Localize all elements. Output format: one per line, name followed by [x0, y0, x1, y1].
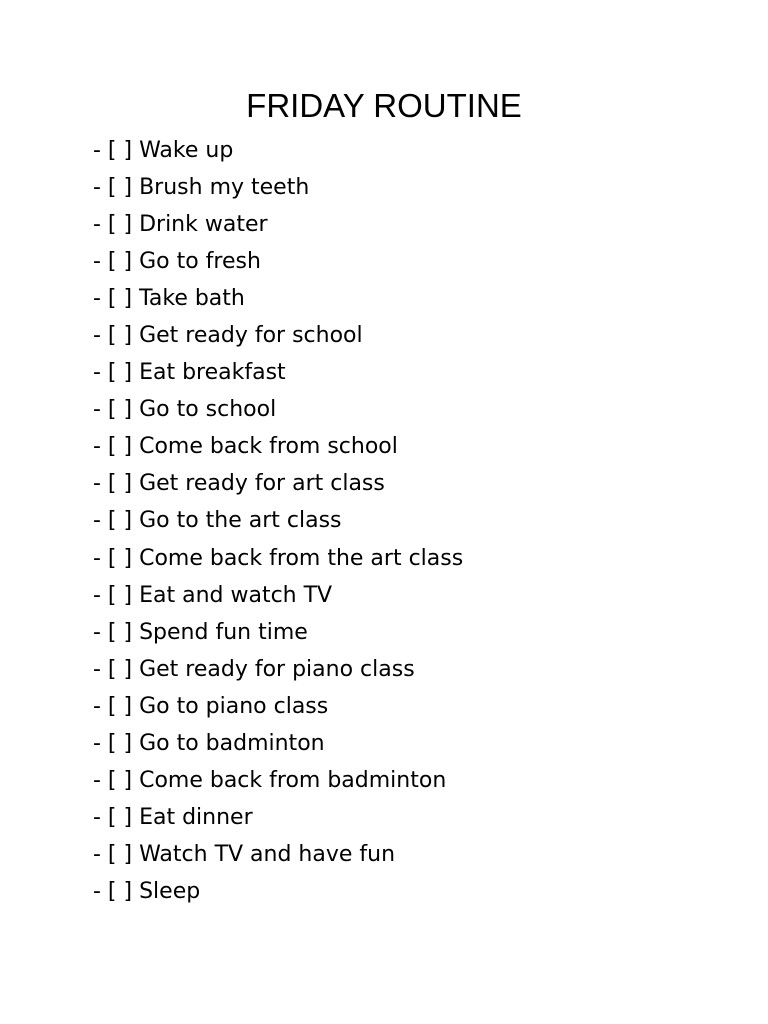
- checklist-item: - [ ] Wake up: [93, 138, 234, 163]
- checklist-item: - [ ] Come back from badminton: [93, 767, 447, 793]
- checklist-item: - [ ] Get ready for art class: [93, 471, 385, 497]
- checklist-item: - [ ] Take bath: [93, 286, 245, 312]
- checklist-item: - [ ] Come back from school: [93, 434, 398, 460]
- checklist-item: - [ ] Get ready for piano class: [93, 656, 415, 682]
- checklist-item: - [ ] Eat dinner: [93, 804, 253, 830]
- checklist-item: - [ ] Sleep: [93, 878, 201, 904]
- routine-checklist: [93, 132, 463, 910]
- checklist-item: - [ ] Go to fresh: [93, 249, 261, 275]
- checklist-item: - [ ] Come back from the art class: [93, 545, 464, 571]
- checklist-item: - [ ] Brush my teeth: [93, 175, 310, 201]
- checklist-item: - [ ] Drink water: [93, 212, 268, 238]
- checklist-item: - [ ] Eat breakfast: [93, 360, 286, 386]
- checklist-item: - [ ] Go to badminton: [93, 730, 325, 756]
- checklist-item: - [ ] Go to piano class: [93, 693, 329, 719]
- checklist-item: - [ ] Watch TV and have fun: [93, 841, 396, 867]
- checklist-item: - [ ] Go to the art class: [93, 508, 342, 534]
- checklist-item: - [ ] Eat and watch TV: [93, 582, 333, 608]
- page-title: FRIDAY ROUTINE: [246, 87, 522, 124]
- checklist-item: - [ ] Go to school: [93, 397, 277, 423]
- checklist-item: - [ ] Get ready for school: [93, 323, 363, 349]
- checklist-item: - [ ] Spend fun time: [93, 619, 308, 645]
